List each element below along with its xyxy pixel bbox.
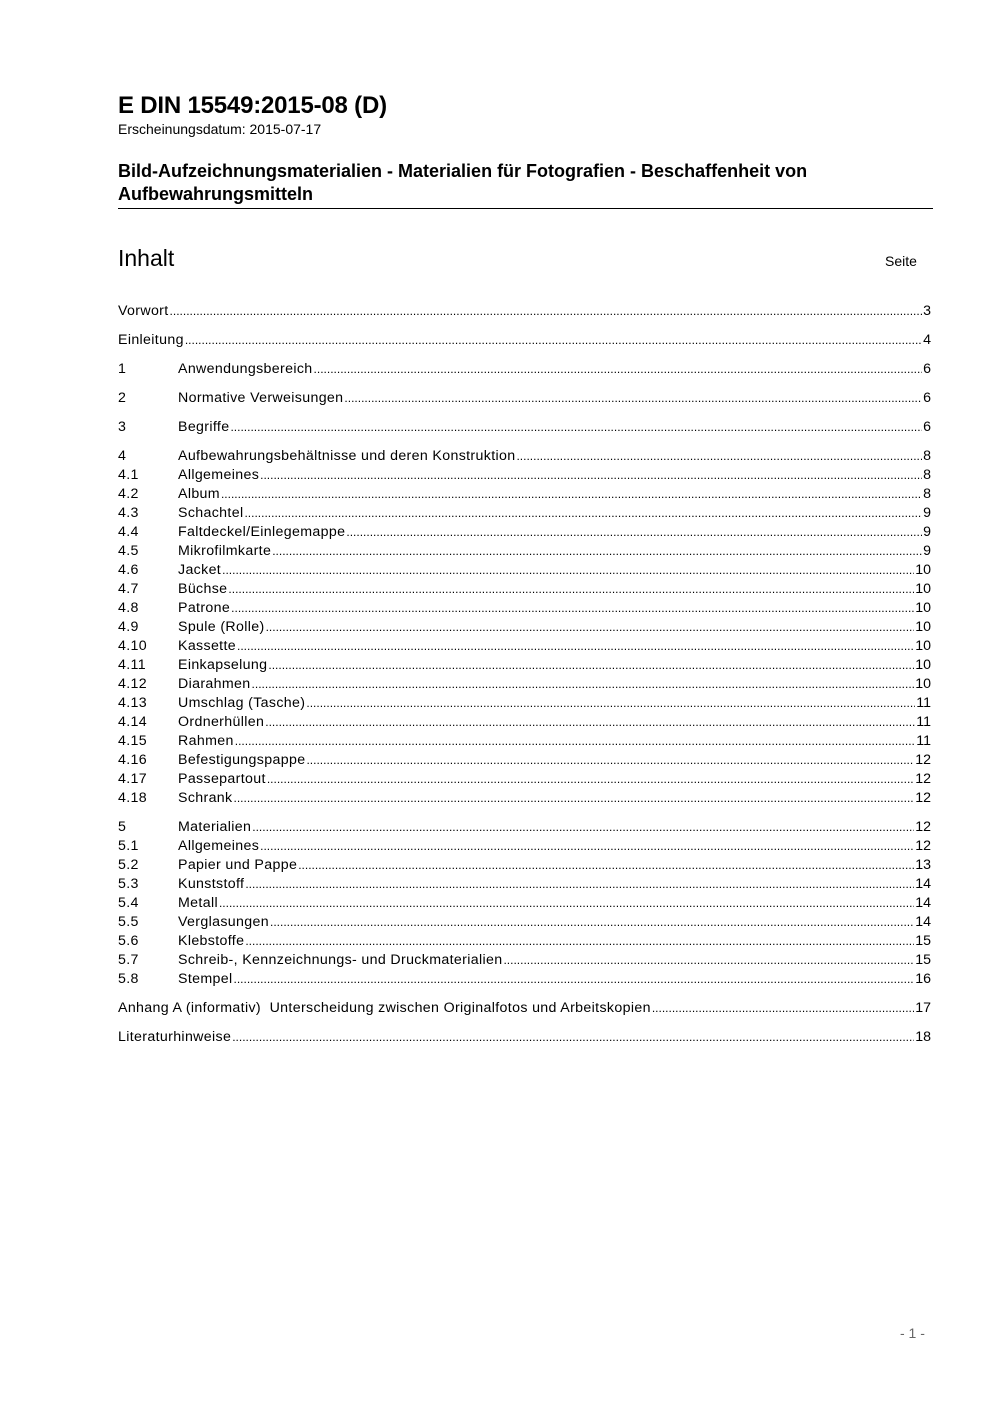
toc-leader-dots bbox=[268, 656, 914, 675]
toc-entry-page: 10 bbox=[915, 562, 931, 578]
toc-entry-page: 12 bbox=[915, 790, 931, 806]
toc-leader-dots bbox=[232, 1028, 914, 1047]
toc-entry-text: Passepartout bbox=[178, 771, 266, 787]
toc-leader-dots bbox=[298, 856, 914, 875]
toc-entry-page: 16 bbox=[915, 971, 931, 987]
toc-leader-dots bbox=[266, 618, 915, 637]
toc-entry-number: 4.18 bbox=[118, 790, 148, 806]
toc-leader-dots bbox=[237, 637, 914, 656]
toc-entry-number: 5.4 bbox=[118, 895, 139, 911]
toc-entry-text: Diarahmen bbox=[178, 676, 251, 692]
toc-entry-page: 9 bbox=[923, 505, 931, 521]
toc-entry-number: 5.1 bbox=[118, 838, 139, 854]
toc-leader-dots bbox=[228, 580, 914, 599]
toc-entry-number: 4.16 bbox=[118, 752, 148, 768]
toc-entry-number: 4.2 bbox=[118, 486, 139, 502]
toc-entry-text: Anhang A (informativ) Unterscheidung zwischen Originalfotos und Arbeitskopien bbox=[118, 1000, 651, 1016]
toc-entry-page: 9 bbox=[923, 543, 931, 559]
toc-entry-page: 8 bbox=[923, 448, 931, 464]
toc-entry-page: 8 bbox=[923, 486, 931, 502]
toc-entry-number: 5.2 bbox=[118, 857, 139, 873]
toc-entry-page: 3 bbox=[923, 303, 931, 319]
toc-entry-text: Umschlag (Tasche) bbox=[178, 695, 306, 711]
toc-entry-4-10[interactable] bbox=[118, 637, 931, 656]
toc-entry-4-9[interactable] bbox=[118, 618, 931, 637]
toc-leader-dots bbox=[244, 504, 922, 523]
toc-entry-4-12[interactable] bbox=[118, 675, 931, 694]
toc-entry-page: 15 bbox=[915, 952, 931, 968]
toc-entry-text: Schreib-, Kennzeichnungs- und Druckmaterialien bbox=[178, 952, 503, 968]
toc-entry-page: 14 bbox=[915, 895, 931, 911]
toc-leader-dots bbox=[267, 770, 914, 789]
toc-entry-literaturhinweise[interactable] bbox=[118, 1028, 931, 1047]
toc-entry-5[interactable] bbox=[118, 818, 931, 837]
toc-entry-text: Vorwort bbox=[118, 303, 169, 319]
toc-entry-page: 13 bbox=[915, 857, 931, 873]
toc-entry-page: 14 bbox=[915, 876, 931, 892]
toc-leader-dots bbox=[265, 713, 915, 732]
toc-entry-number: 3 bbox=[118, 419, 127, 435]
toc-leader-dots bbox=[346, 523, 922, 542]
toc-leader-dots bbox=[306, 751, 914, 770]
document-title: Bild-Aufzeichnungsmaterialien - Materialien für Fotografien - Beschaffenheit von Aufbewahrungsmitteln bbox=[118, 160, 933, 209]
document-id: E DIN 15549:2015-08 (D) bbox=[118, 92, 387, 119]
toc-entry-4-2[interactable] bbox=[118, 485, 931, 504]
toc-leader-dots bbox=[516, 447, 922, 466]
toc-entry-number: 1 bbox=[118, 361, 127, 377]
toc-entry-text: Verglasungen bbox=[178, 914, 269, 930]
toc-entry-number: 4.10 bbox=[118, 638, 148, 654]
toc-leader-dots bbox=[234, 789, 915, 808]
toc-entry-4-7[interactable] bbox=[118, 580, 931, 599]
toc-entry-5-7[interactable] bbox=[118, 951, 931, 970]
toc-entry-text: Klebstoffe bbox=[178, 933, 245, 949]
toc-entry-page: 10 bbox=[915, 657, 931, 673]
toc-entry-text: Schrank bbox=[178, 790, 233, 806]
toc-entry-5-1[interactable] bbox=[118, 837, 931, 856]
toc-entry-text: Kassette bbox=[178, 638, 237, 654]
toc-entry-number: 4.9 bbox=[118, 619, 139, 635]
toc-entry-text: Jacket bbox=[178, 562, 222, 578]
toc-leader-dots bbox=[306, 694, 915, 713]
toc-entry-1[interactable] bbox=[118, 360, 931, 379]
toc-entry-5-2[interactable] bbox=[118, 856, 931, 875]
toc-entry-4-4[interactable] bbox=[118, 523, 931, 542]
toc-entry-number: 4.5 bbox=[118, 543, 139, 559]
toc-leader-dots bbox=[235, 732, 916, 751]
toc-entry-vorwort[interactable] bbox=[118, 302, 931, 321]
toc-entry-number: 5.3 bbox=[118, 876, 139, 892]
toc-leader-dots bbox=[234, 970, 915, 989]
toc-entry-number: 5.8 bbox=[118, 971, 139, 987]
toc-entry-anhang-a[interactable] bbox=[118, 999, 931, 1018]
toc-entry-number: 5 bbox=[118, 819, 127, 835]
toc-entry-number: 2 bbox=[118, 390, 127, 406]
toc-entry-text: Spule (Rolle) bbox=[178, 619, 265, 635]
toc-entry-text: Allgemeines bbox=[178, 467, 260, 483]
toc-entry-text: Album bbox=[178, 486, 220, 502]
toc-entry-number: 4.13 bbox=[118, 695, 148, 711]
page-column-label: Seite bbox=[885, 253, 917, 269]
toc-entry-4-1[interactable] bbox=[118, 466, 931, 485]
toc-entry-page: 10 bbox=[915, 638, 931, 654]
toc-entry-5-5[interactable] bbox=[118, 913, 931, 932]
toc-entry-page: 12 bbox=[915, 771, 931, 787]
toc-entry-einleitung[interactable] bbox=[118, 331, 931, 350]
toc-leader-dots bbox=[272, 542, 922, 561]
toc-entry-text: Schachtel bbox=[178, 505, 244, 521]
toc-leader-dots bbox=[170, 302, 923, 321]
toc-leader-dots bbox=[503, 951, 914, 970]
toc-entry-4-15[interactable] bbox=[118, 732, 931, 751]
toc-entry-number: 5.7 bbox=[118, 952, 139, 968]
toc-entry-text: Metall bbox=[178, 895, 218, 911]
toc-entry-5-6[interactable] bbox=[118, 932, 931, 951]
toc-leader-dots bbox=[245, 932, 914, 951]
toc-leader-dots bbox=[221, 485, 922, 504]
toc-entry-text: Einleitung bbox=[118, 332, 184, 348]
toc-leader-dots bbox=[219, 894, 914, 913]
toc-entry-4-8[interactable] bbox=[118, 599, 931, 618]
toc-heading: Inhalt bbox=[118, 245, 175, 271]
toc-entry-number: 4.14 bbox=[118, 714, 148, 730]
toc-entry-5-3[interactable] bbox=[118, 875, 931, 894]
toc-entry-text: Befestigungspappe bbox=[178, 752, 306, 768]
toc-entry-5-8[interactable] bbox=[118, 970, 931, 989]
toc-entry-page: 4 bbox=[923, 332, 931, 348]
toc-leader-dots bbox=[252, 818, 914, 837]
toc-entry-page: 11 bbox=[916, 695, 931, 711]
toc-entry-text: Patrone bbox=[178, 600, 231, 616]
toc-entry-number: 4.1 bbox=[118, 467, 139, 483]
toc-entry-number: 4.4 bbox=[118, 524, 139, 540]
toc-entry-text: Ordnerhüllen bbox=[178, 714, 265, 730]
toc-entry-text: Büchse bbox=[178, 581, 228, 597]
toc-entry-text: Mikrofilmkarte bbox=[178, 543, 272, 559]
publication-date: Erscheinungsdatum: 2015-07-17 bbox=[118, 121, 322, 137]
toc-entry-text: Normative Verweisungen bbox=[178, 390, 344, 406]
toc-entry-4-13[interactable] bbox=[118, 694, 931, 713]
toc-entry-text: Kunststoff bbox=[178, 876, 245, 892]
toc-leader-dots bbox=[245, 875, 914, 894]
toc-entry-4-11[interactable] bbox=[118, 656, 931, 675]
toc-entry-page: 12 bbox=[915, 819, 931, 835]
toc-entry-text: Stempel bbox=[178, 971, 233, 987]
toc-entry-text: Faltdeckel/Einlegemappe bbox=[178, 524, 346, 540]
toc-entry-number: 4.3 bbox=[118, 505, 139, 521]
toc-leader-dots bbox=[185, 331, 922, 350]
toc-entry-text: Allgemeines bbox=[178, 838, 260, 854]
toc-entry-4-18[interactable] bbox=[118, 789, 931, 808]
toc-entry-page: 6 bbox=[923, 361, 931, 377]
toc-entry-4-16[interactable] bbox=[118, 751, 931, 770]
toc-leader-dots bbox=[344, 389, 922, 408]
toc-leader-dots bbox=[260, 466, 922, 485]
toc-entry-page: 12 bbox=[915, 838, 931, 854]
toc-entry-page: 10 bbox=[915, 600, 931, 616]
toc-leader-dots bbox=[652, 999, 914, 1018]
toc-entry-number: 4.15 bbox=[118, 733, 148, 749]
toc-entry-2[interactable] bbox=[118, 389, 931, 408]
toc-entry-text: Begriffe bbox=[178, 419, 230, 435]
toc-entry-number: 4.17 bbox=[118, 771, 148, 787]
toc-entry-4-17[interactable] bbox=[118, 770, 931, 789]
toc-leader-dots bbox=[260, 837, 914, 856]
toc-entry-text: Aufbewahrungsbehältnisse und deren Konstruktion bbox=[178, 448, 516, 464]
toc-entry-page: 9 bbox=[923, 524, 931, 540]
toc-entry-text: Einkapselung bbox=[178, 657, 268, 673]
toc-entry-5-4[interactable] bbox=[118, 894, 931, 913]
toc-leader-dots bbox=[230, 418, 922, 437]
toc-leader-dots bbox=[222, 561, 914, 580]
toc-entry-text: Rahmen bbox=[178, 733, 234, 749]
toc-entry-page: 6 bbox=[923, 419, 931, 435]
toc-entry-text: Papier und Pappe bbox=[178, 857, 298, 873]
toc-entry-page: 15 bbox=[915, 933, 931, 949]
toc-entry-page: 10 bbox=[915, 581, 931, 597]
toc-entry-4-14[interactable] bbox=[118, 713, 931, 732]
toc-entry-3[interactable] bbox=[118, 418, 931, 437]
toc-entry-page: 11 bbox=[916, 714, 931, 730]
toc-entry-number: 4.8 bbox=[118, 600, 139, 616]
toc-entry-page: 10 bbox=[915, 676, 931, 692]
toc-leader-dots bbox=[231, 599, 914, 618]
page-number: - 1 - bbox=[900, 1325, 925, 1341]
toc-entry-text: Anwendungsbereich bbox=[178, 361, 313, 377]
toc-entry-number: 4.12 bbox=[118, 676, 148, 692]
toc-entry-page: 10 bbox=[915, 619, 931, 635]
toc-entry-number: 4 bbox=[118, 448, 127, 464]
toc-entry-4-6[interactable] bbox=[118, 561, 931, 580]
toc-entry-number: 4.7 bbox=[118, 581, 139, 597]
toc-entry-4[interactable] bbox=[118, 447, 931, 466]
toc-leader-dots bbox=[270, 913, 914, 932]
toc-entry-page: 14 bbox=[915, 914, 931, 930]
toc-entry-page: 11 bbox=[916, 733, 931, 749]
toc-entry-page: 17 bbox=[915, 1000, 931, 1016]
toc-entry-page: 8 bbox=[923, 467, 931, 483]
toc-entry-4-5[interactable] bbox=[118, 542, 931, 561]
toc-entry-page: 12 bbox=[915, 752, 931, 768]
toc-entry-text: Materialien bbox=[178, 819, 252, 835]
toc-leader-dots bbox=[314, 360, 923, 379]
toc-entry-number: 5.6 bbox=[118, 933, 139, 949]
toc-entry-page: 6 bbox=[923, 390, 931, 406]
toc-entry-page: 18 bbox=[915, 1029, 931, 1045]
table-of-contents bbox=[118, 302, 931, 1047]
toc-entry-text: Literaturhinweise bbox=[118, 1029, 232, 1045]
toc-entry-number: 5.5 bbox=[118, 914, 139, 930]
toc-entry-4-3[interactable] bbox=[118, 504, 931, 523]
toc-entry-number: 4.6 bbox=[118, 562, 139, 578]
toc-leader-dots bbox=[252, 675, 915, 694]
toc-entry-number: 4.11 bbox=[118, 657, 146, 673]
